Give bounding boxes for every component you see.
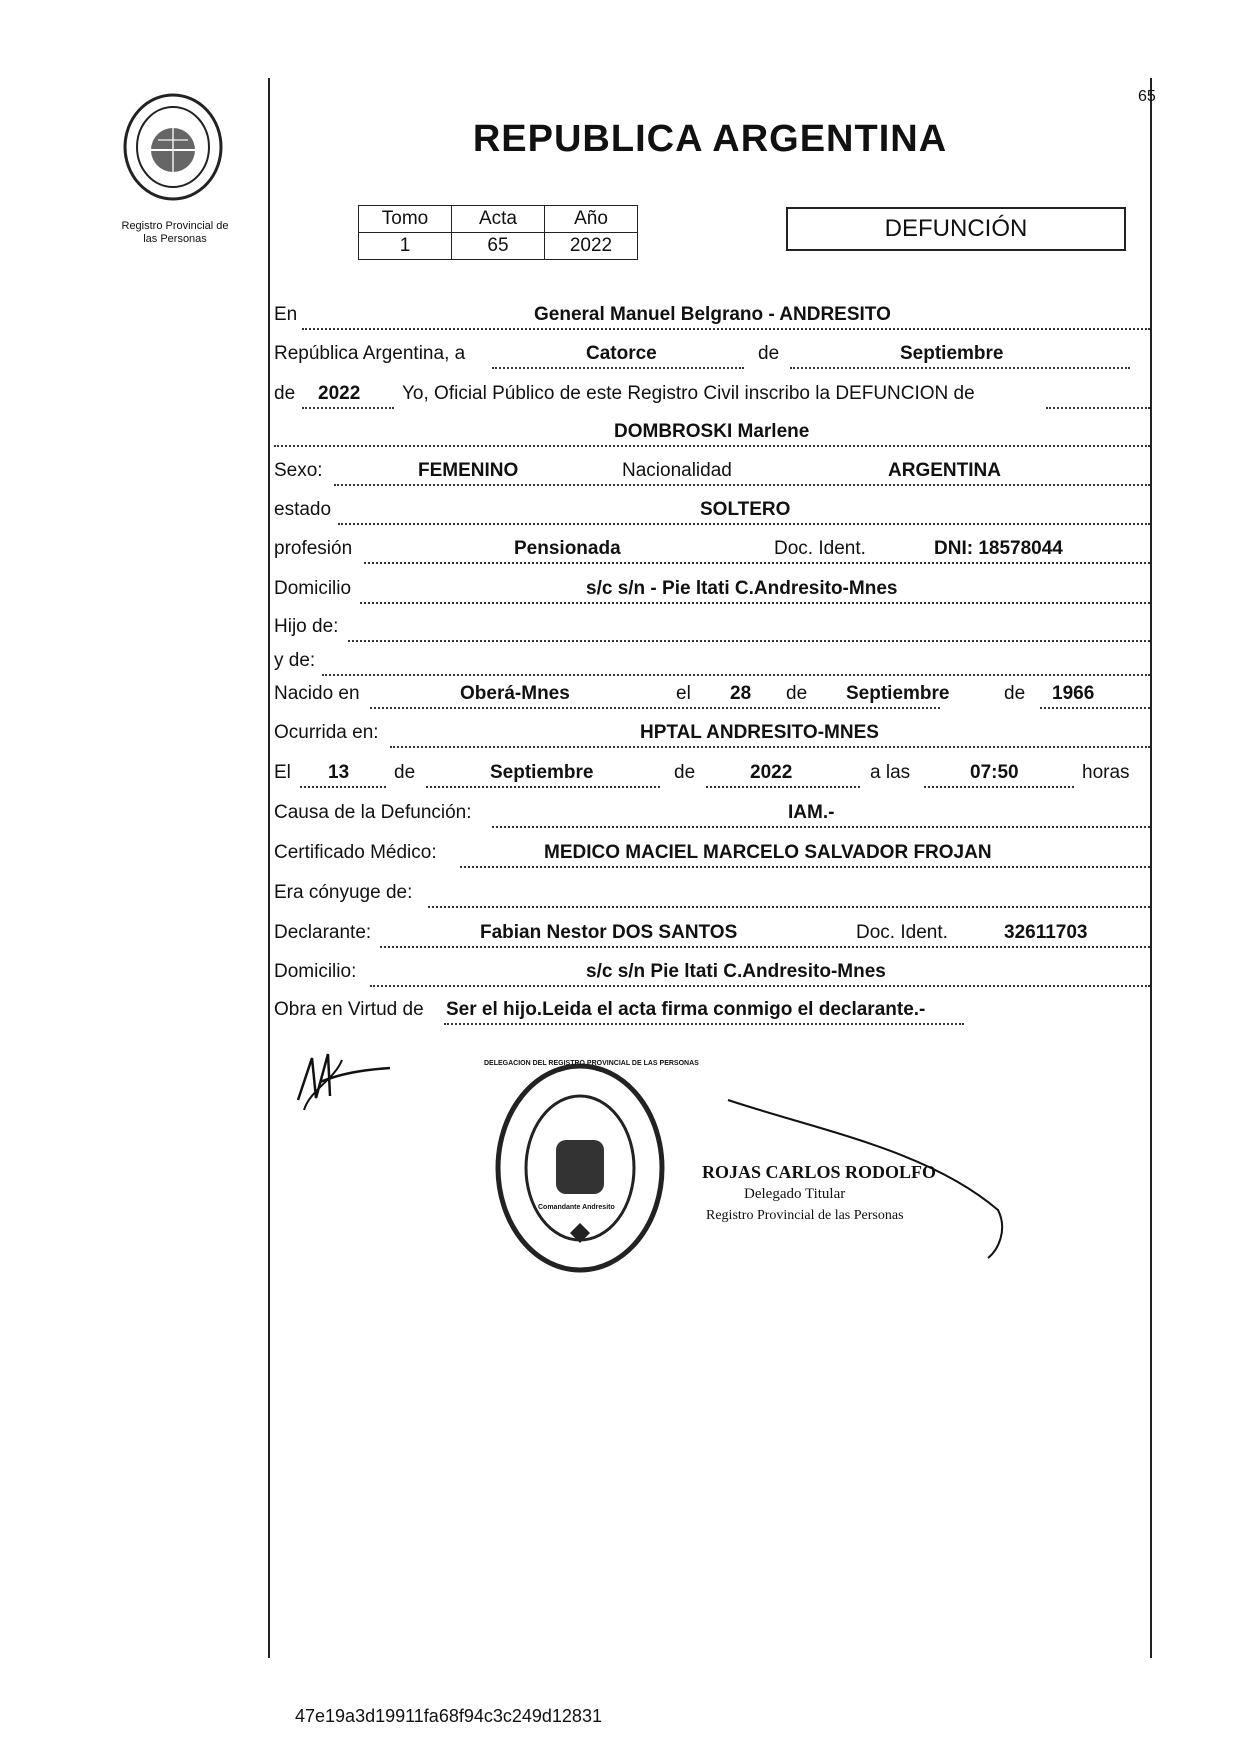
- birth-month: Septiembre: [846, 683, 950, 704]
- record-header-tomo: Tomo: [359, 206, 452, 233]
- right-margin-line: [1150, 78, 1152, 1658]
- republica-label: República Argentina, a: [274, 343, 466, 364]
- ocurrida-label: Ocurrida en:: [274, 722, 379, 743]
- certificado-value: MEDICO MACIEL MARCELO SALVADOR FROJAN: [544, 842, 992, 863]
- estado-value: SOLTERO: [700, 499, 791, 520]
- document-type-box: DEFUNCIÓN: [786, 207, 1126, 251]
- record-value-tomo: 1: [359, 233, 452, 260]
- row-nacido: [274, 681, 1150, 711]
- day-text: Catorce: [586, 343, 657, 364]
- official-title: Delegado Titular: [744, 1186, 846, 1202]
- row-hijo: [274, 614, 1150, 644]
- row-obra: [274, 997, 1150, 1027]
- official-signature: [698, 1090, 1018, 1260]
- estado-label: estado: [274, 499, 332, 520]
- doc-label: Doc. Ident.: [774, 538, 866, 559]
- birth-day: 28: [730, 683, 752, 704]
- de-label: de: [674, 762, 696, 783]
- obra-label: Obra en Virtud de: [274, 999, 424, 1020]
- domicilio-value: s/c s/n Pie ltati C.Andresito-Mnes: [586, 961, 886, 982]
- month-text: Septiembre: [900, 343, 1004, 364]
- left-margin-line: [268, 78, 270, 1658]
- hijo-label: Hijo de:: [274, 616, 339, 637]
- nacido-label: Nacido en: [274, 683, 360, 704]
- declarante-label: Declarante:: [274, 922, 372, 943]
- certificado-label: Certificado Médico:: [274, 842, 437, 863]
- row-domicilio: [274, 576, 1150, 606]
- en-label: En: [274, 304, 298, 325]
- row-inscribo: [274, 381, 1150, 411]
- sexo-value: FEMENINO: [418, 460, 519, 481]
- declarant-signature: [290, 1040, 400, 1120]
- declarante-value: Fabian Nestor DOS SANTOS: [480, 922, 738, 943]
- nacido-lugar: Oberá-Mnes: [460, 683, 570, 704]
- row-conyuge: [274, 880, 1150, 910]
- causa-label: Causa de la Defunción:: [274, 802, 472, 823]
- sexo-label: Sexo:: [274, 460, 323, 481]
- deceased-name: DOMBROSKI Marlene: [614, 421, 810, 442]
- yde-label: y de:: [274, 650, 316, 671]
- de-label: de: [786, 683, 808, 704]
- document-hash: 47e19a3d19911fa68f94c3c249d12831: [295, 1706, 602, 1726]
- page-number: 65: [1138, 88, 1156, 105]
- ocurrida-value: HPTAL ANDRESITO-MNES: [640, 722, 879, 743]
- el-label: el: [676, 683, 691, 704]
- row-sexo: [274, 458, 1150, 488]
- row-domicilio-declarante: [274, 959, 1150, 989]
- death-month: Septiembre: [490, 762, 594, 783]
- de-label: de: [1004, 683, 1026, 704]
- stamp-center-text: Comandante Andresito: [538, 1204, 615, 1211]
- place-value: General Manuel Belgrano - ANDRESITO: [534, 304, 891, 325]
- stamp-ring-text: DELEGACION DEL REGISTRO PROVINCIAL DE LAS PERSONAS: [484, 1060, 699, 1067]
- death-day: 13: [328, 762, 350, 783]
- provincial-seal: [118, 92, 228, 202]
- record-header-acta: Acta: [452, 206, 545, 233]
- causa-value: IAM.-: [788, 802, 835, 823]
- official-round-stamp: [484, 1058, 699, 1278]
- row-estado: [274, 497, 1150, 527]
- doc-label: Doc. Ident.: [856, 922, 948, 943]
- domicilio-label: Domicilio: [274, 578, 352, 599]
- doc-value: 32611703: [1004, 922, 1088, 943]
- row-name: [274, 419, 1150, 449]
- row-certificado: [274, 840, 1150, 870]
- row-place: [274, 302, 1150, 332]
- official-office: Registro Provincial de las Personas: [706, 1208, 904, 1223]
- el-label: El: [274, 762, 291, 783]
- official-name: ROJAS CARLOS RODOLFO: [702, 1162, 937, 1182]
- row-ocurrida: [274, 720, 1150, 750]
- nacionalidad-label: Nacionalidad: [622, 460, 732, 481]
- inscribo-text: Yo, Oficial Público de este Registro Civil inscribo la DEFUNCION de: [402, 383, 975, 404]
- conyuge-label: Era cónyuge de:: [274, 882, 413, 903]
- year-value: 2022: [318, 383, 361, 404]
- record-value-ano: 2022: [545, 233, 638, 260]
- horas-label: horas: [1082, 762, 1130, 783]
- birth-year: 1966: [1052, 683, 1095, 704]
- row-profesion: [274, 536, 1150, 566]
- de-label: de: [394, 762, 416, 783]
- row-date: [274, 341, 1150, 371]
- record-header-ano: Año: [545, 206, 638, 233]
- row-death-date: [274, 760, 1150, 790]
- nacionalidad-value: ARGENTINA: [888, 460, 1001, 481]
- row-causa: [274, 800, 1150, 830]
- domicilio-value: s/c s/n - Pie ltati C.Andresito-Mnes: [586, 578, 898, 599]
- death-time: 07:50: [970, 762, 1019, 783]
- death-year: 2022: [750, 762, 793, 783]
- page-title: REPUBLICA ARGENTINA: [472, 118, 948, 160]
- record-value-acta: 65: [452, 233, 545, 260]
- de-label: de: [274, 383, 296, 404]
- obra-value: Ser el hijo.Leida el acta firma conmigo el declarante.-: [446, 999, 926, 1020]
- row-yde: [274, 648, 1150, 678]
- alas-label: a las: [870, 762, 911, 783]
- de-label: de: [758, 343, 780, 364]
- row-declarante: [274, 920, 1150, 950]
- profesion-value: Pensionada: [514, 538, 621, 559]
- doc-value: DNI: 18578044: [934, 538, 1063, 559]
- profesion-label: profesión: [274, 538, 353, 559]
- registry-label: Registro Provincial de las Personas: [121, 220, 229, 245]
- domicilio-label: Domicilio:: [274, 961, 357, 982]
- record-table: [358, 205, 638, 260]
